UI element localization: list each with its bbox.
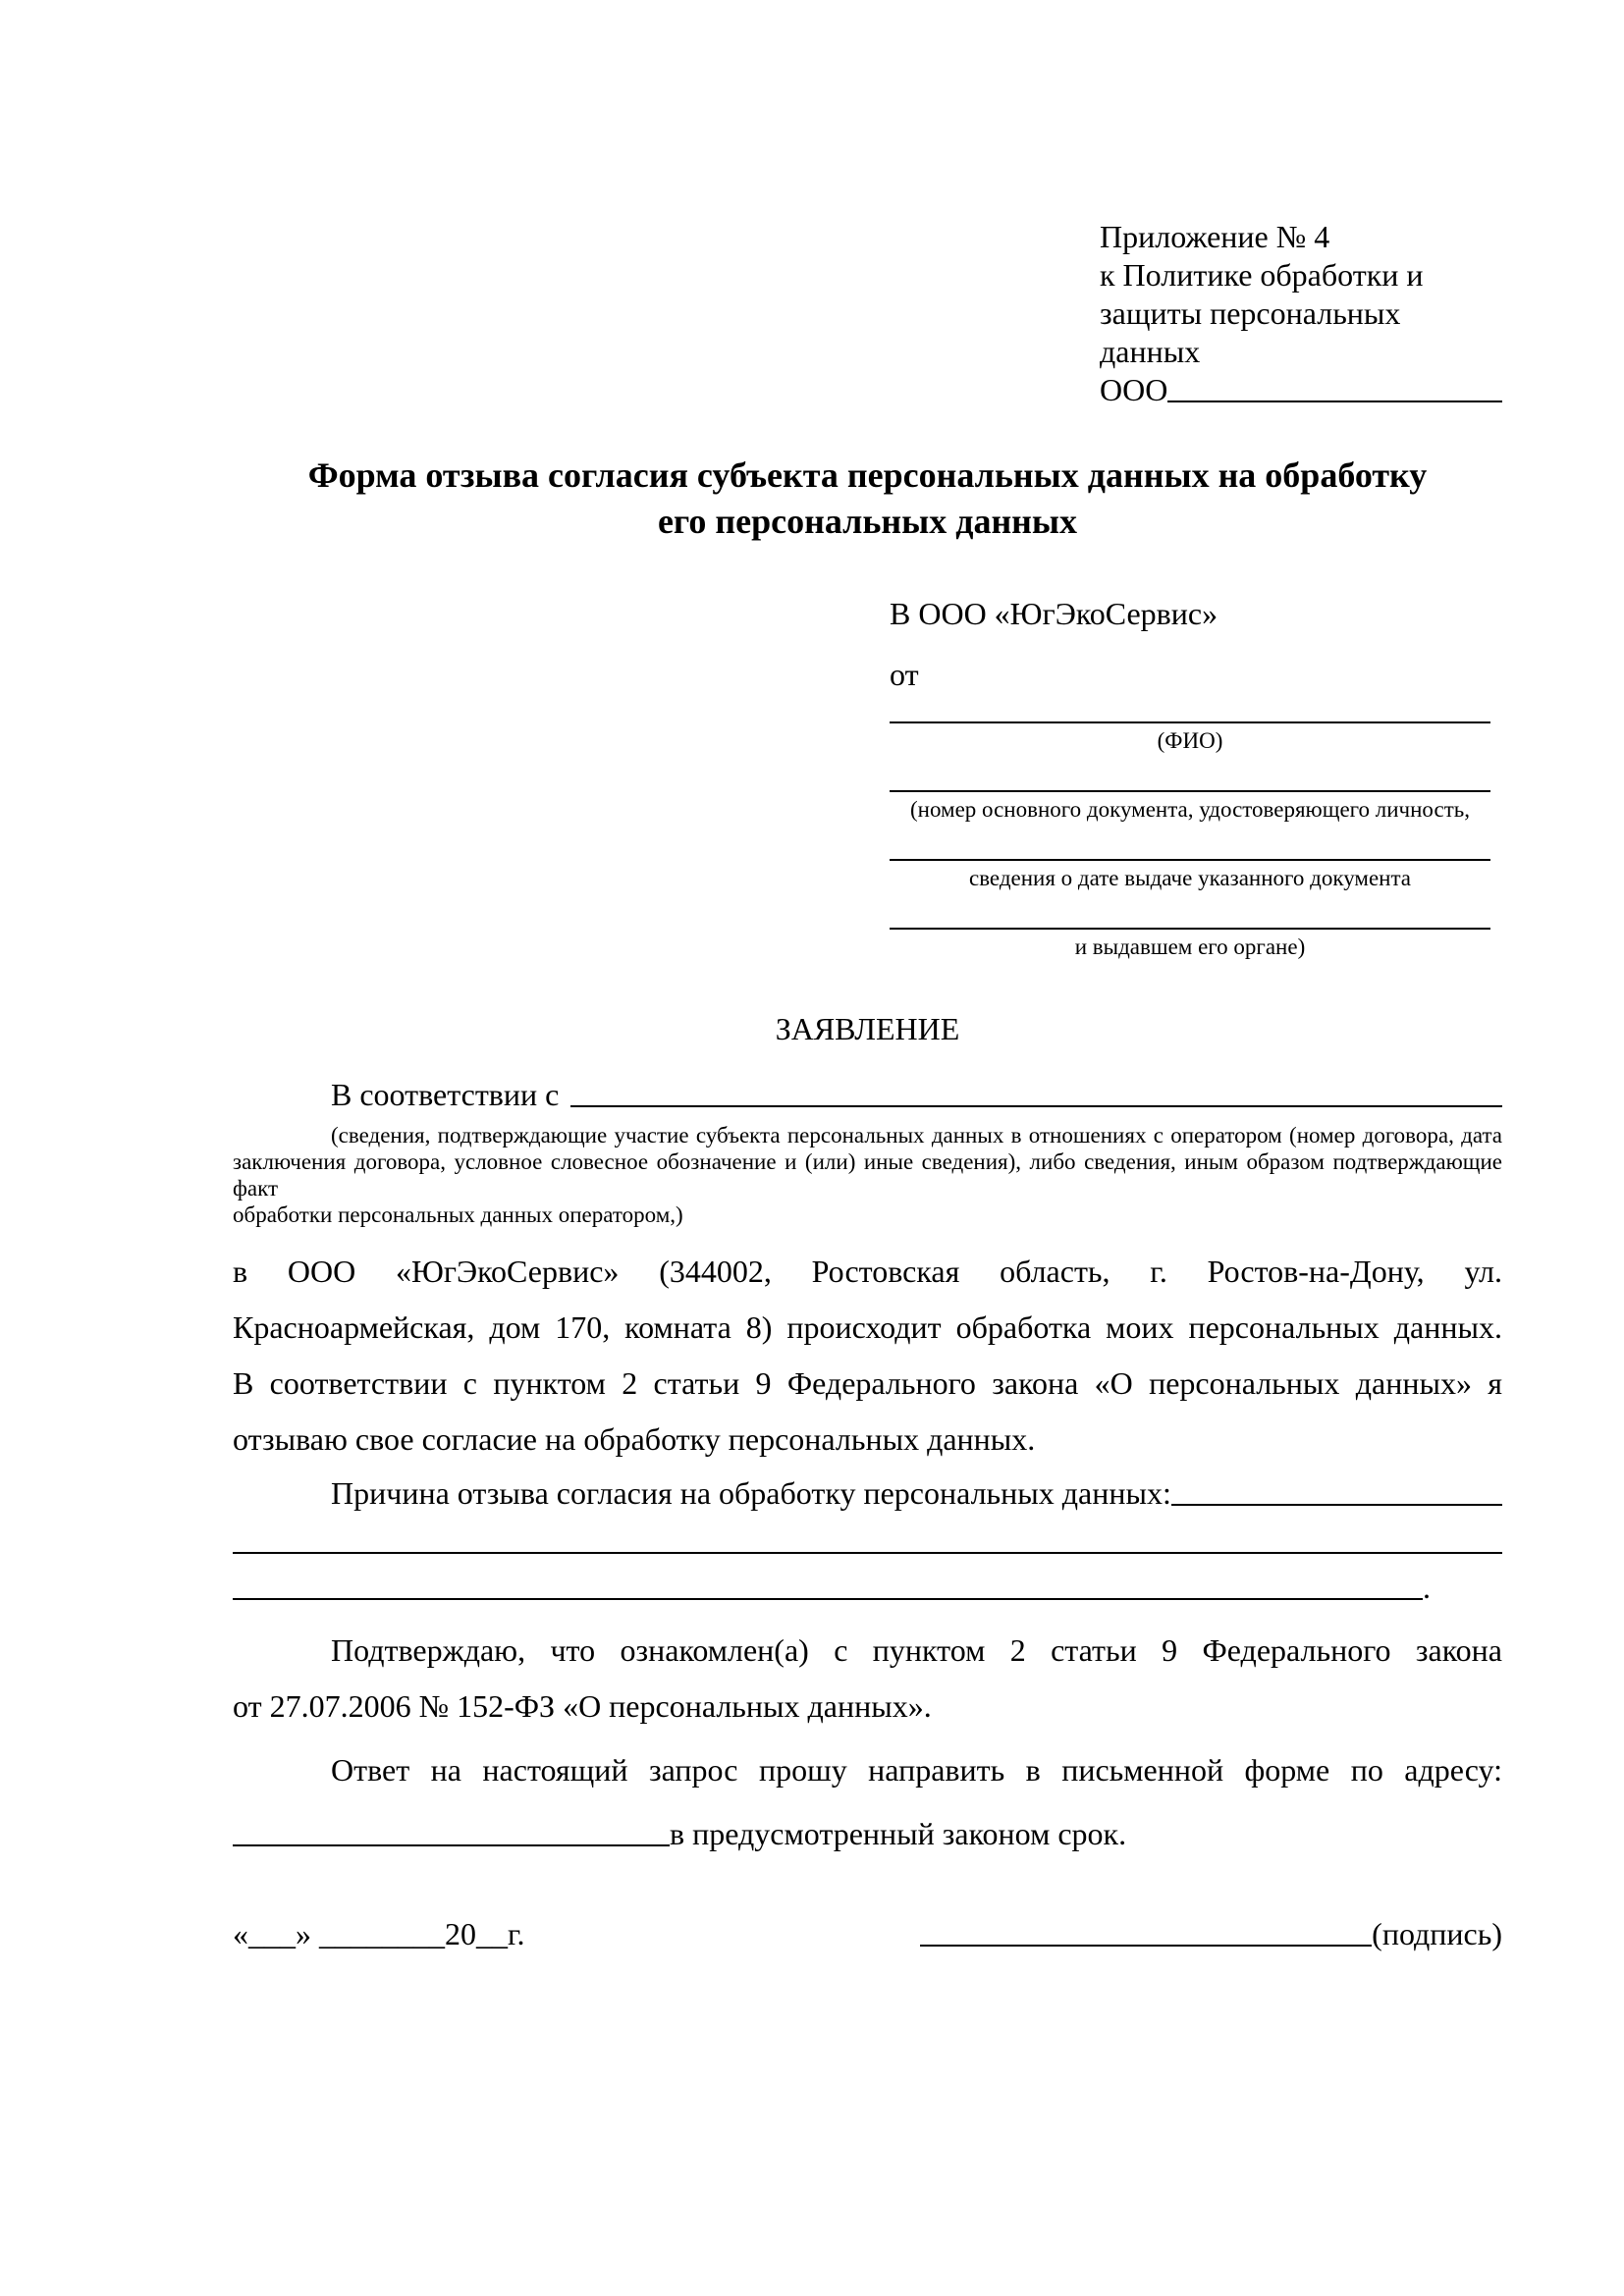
intro-note-line-1: (сведения, подтверждающие участие субъекта персональных данных в отношениях с оператором (номер договора, дата xyxy=(331,1123,1502,1148)
company-prefix: ООО xyxy=(1100,372,1168,407)
signature-caption: (подпись) xyxy=(1372,1916,1502,1951)
confirmation-paragraph xyxy=(233,1623,1502,1735)
statement-heading: ЗАЯВЛЕНИЕ xyxy=(775,1011,960,1046)
doc-issue-date-caption: сведения о дате выдаче указанного документа xyxy=(968,866,1412,890)
reason-extra-blank-line-1 xyxy=(233,1552,1502,1554)
doc-authority-blank-line xyxy=(890,928,1490,930)
from-label: от xyxy=(890,657,919,692)
reason-extra-blank-line-2 xyxy=(233,1568,1502,1607)
intro-prefix: В соответствии с xyxy=(331,1077,560,1112)
reason-row xyxy=(233,1473,1502,1513)
date-line: «___» ________20__г. xyxy=(233,1916,525,1951)
intro-row xyxy=(233,1075,1502,1114)
document-title-line-2: его персональных данных xyxy=(657,502,1078,541)
doc-issue-date-blank-line xyxy=(890,859,1490,861)
reason-terminator: . xyxy=(1423,1570,1431,1605)
reason-blank xyxy=(1171,1504,1502,1506)
fio-caption: (ФИО) xyxy=(1157,728,1223,753)
body-line-4: отзываю свое согласие на обработку персональных данных. xyxy=(233,1421,1036,1457)
confirmation-line-1: Подтверждаю, что ознакомлен(а) с пунктом 2 статьи 9 Федерального закона xyxy=(331,1632,1502,1668)
recipient-line: В ООО «ЮгЭкоСервис» xyxy=(890,596,1218,631)
response-address-row xyxy=(233,1814,1502,1853)
appendix-company-line xyxy=(1100,371,1502,409)
response-request-line: Ответ на настоящий запрос прошу направить в письменной форме по адресу: xyxy=(331,1752,1502,1788)
body-line-2: Красноармейская, дом 170, комната 8) происходит обработка моих персональных данных. xyxy=(233,1309,1502,1345)
fio-blank-line xyxy=(890,721,1490,723)
body-line-3: В соответствии с пунктом 2 статьи 9 Федерального закона «О персональных данных» я xyxy=(233,1365,1502,1401)
intro-basis-blank xyxy=(570,1105,1502,1107)
appendix-line-1: Приложение № 4 xyxy=(1100,219,1330,254)
body-line-1: в ООО «ЮгЭкоСервис» (344002, Ростовская область, г. Ростов-на-Дону, ул. xyxy=(233,1254,1502,1289)
confirmation-line-2: от 27.07.2006 № 152-ФЗ «О персональных данных». xyxy=(233,1688,932,1724)
intro-note-line-3: обработки персональных данных оператором,) xyxy=(233,1202,683,1227)
footer-row xyxy=(233,1914,1502,1953)
appendix-line-2: к Политике обработки и xyxy=(1100,257,1424,293)
company-name-blank xyxy=(1167,400,1502,402)
appendix-line-3: защиты персональных данных xyxy=(1100,295,1401,369)
body-paragraph xyxy=(233,1244,1502,1468)
response-suffix: в предусмотренный законом срок. xyxy=(670,1816,1127,1851)
intro-note xyxy=(233,1122,1502,1228)
doc-number-caption: (номер основного документа, удостоверяющего личность, xyxy=(909,797,1470,822)
appendix-block xyxy=(1100,218,1502,409)
document-title xyxy=(233,453,1502,545)
doc-authority-caption: и выдавшем его органе) xyxy=(1074,934,1306,959)
signature-block xyxy=(920,1914,1502,1953)
intro-note-line-2: заключения договора, условное словесное обозначение и (или) иные сведения), либо сведения, иным образом подтверждающие факт xyxy=(233,1149,1502,1201)
doc-number-blank-line xyxy=(890,790,1490,792)
document-title-line-1: Форма отзыва согласия субъекта персональных данных на обработку xyxy=(307,455,1428,495)
reason-extra-blank xyxy=(233,1598,1423,1600)
response-address-blank xyxy=(233,1844,670,1846)
signature-blank xyxy=(920,1945,1372,1947)
reason-label: Причина отзыва согласия на обработку персональных данных: xyxy=(331,1475,1171,1511)
addressee-block xyxy=(890,594,1490,961)
